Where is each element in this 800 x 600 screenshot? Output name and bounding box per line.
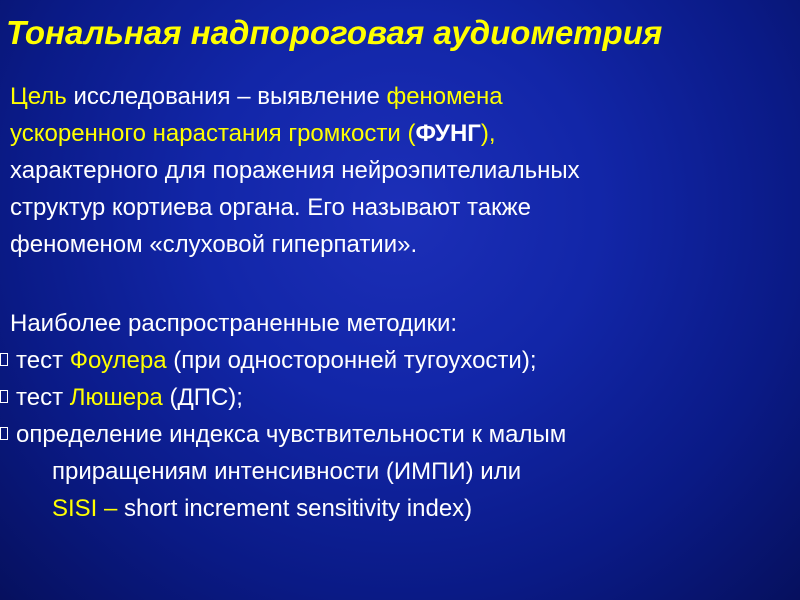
fung-abbr: ФУНГ [415,120,481,147]
sisi-expansion: short increment sensitivity index) [117,495,473,522]
luscher-name: Люшера [69,384,163,411]
intro-line-5: феноменом «слуховой гиперпатии». [10,231,418,258]
intro-line-3: характерного для поражения нейроэпителиальных [10,157,580,184]
methods-heading: Наиболее распространенные методики: [10,310,458,337]
intro-line-4: структур кортиева органа. Его называют также [10,194,532,221]
square-outline-bullet-icon [0,390,8,403]
slide-title: Тональная надпороговая аудиометрия [6,14,663,51]
intro-text-1: исследования – выявление [66,83,387,110]
fowler-name: Фоулера [69,347,167,374]
method-item-sisi [0,416,795,527]
square-outline-bullet-icon [0,427,8,440]
intro-line-2 [10,115,795,152]
sisi-line-3 [16,490,795,527]
intro-line-1 [10,78,795,115]
method-prefix: тест [16,384,70,411]
method-item-luscher [0,379,795,416]
square-outline-bullet-icon [0,353,8,366]
goal-label: Цель [10,83,67,110]
phenomenon-term: феномена [386,83,503,110]
loudness-term: ускоренного нарастания громкости ( [10,120,416,147]
method-item-fowler [0,342,795,379]
intro-text-2-end: ), [480,120,496,147]
method-desc: (ДПС); [162,384,243,411]
method-desc: (при односторонней тугоухости); [166,347,537,374]
methods-section [10,305,795,527]
sisi-abbr: SISI – [52,495,118,522]
methods-list [10,342,795,527]
sisi-line-2: приращениям интенсивности (ИМПИ) или [52,458,522,485]
intro-paragraph [10,78,795,263]
sisi-line-1: определение индекса чувствительности к малым [16,421,567,448]
method-prefix: тест [16,347,70,374]
